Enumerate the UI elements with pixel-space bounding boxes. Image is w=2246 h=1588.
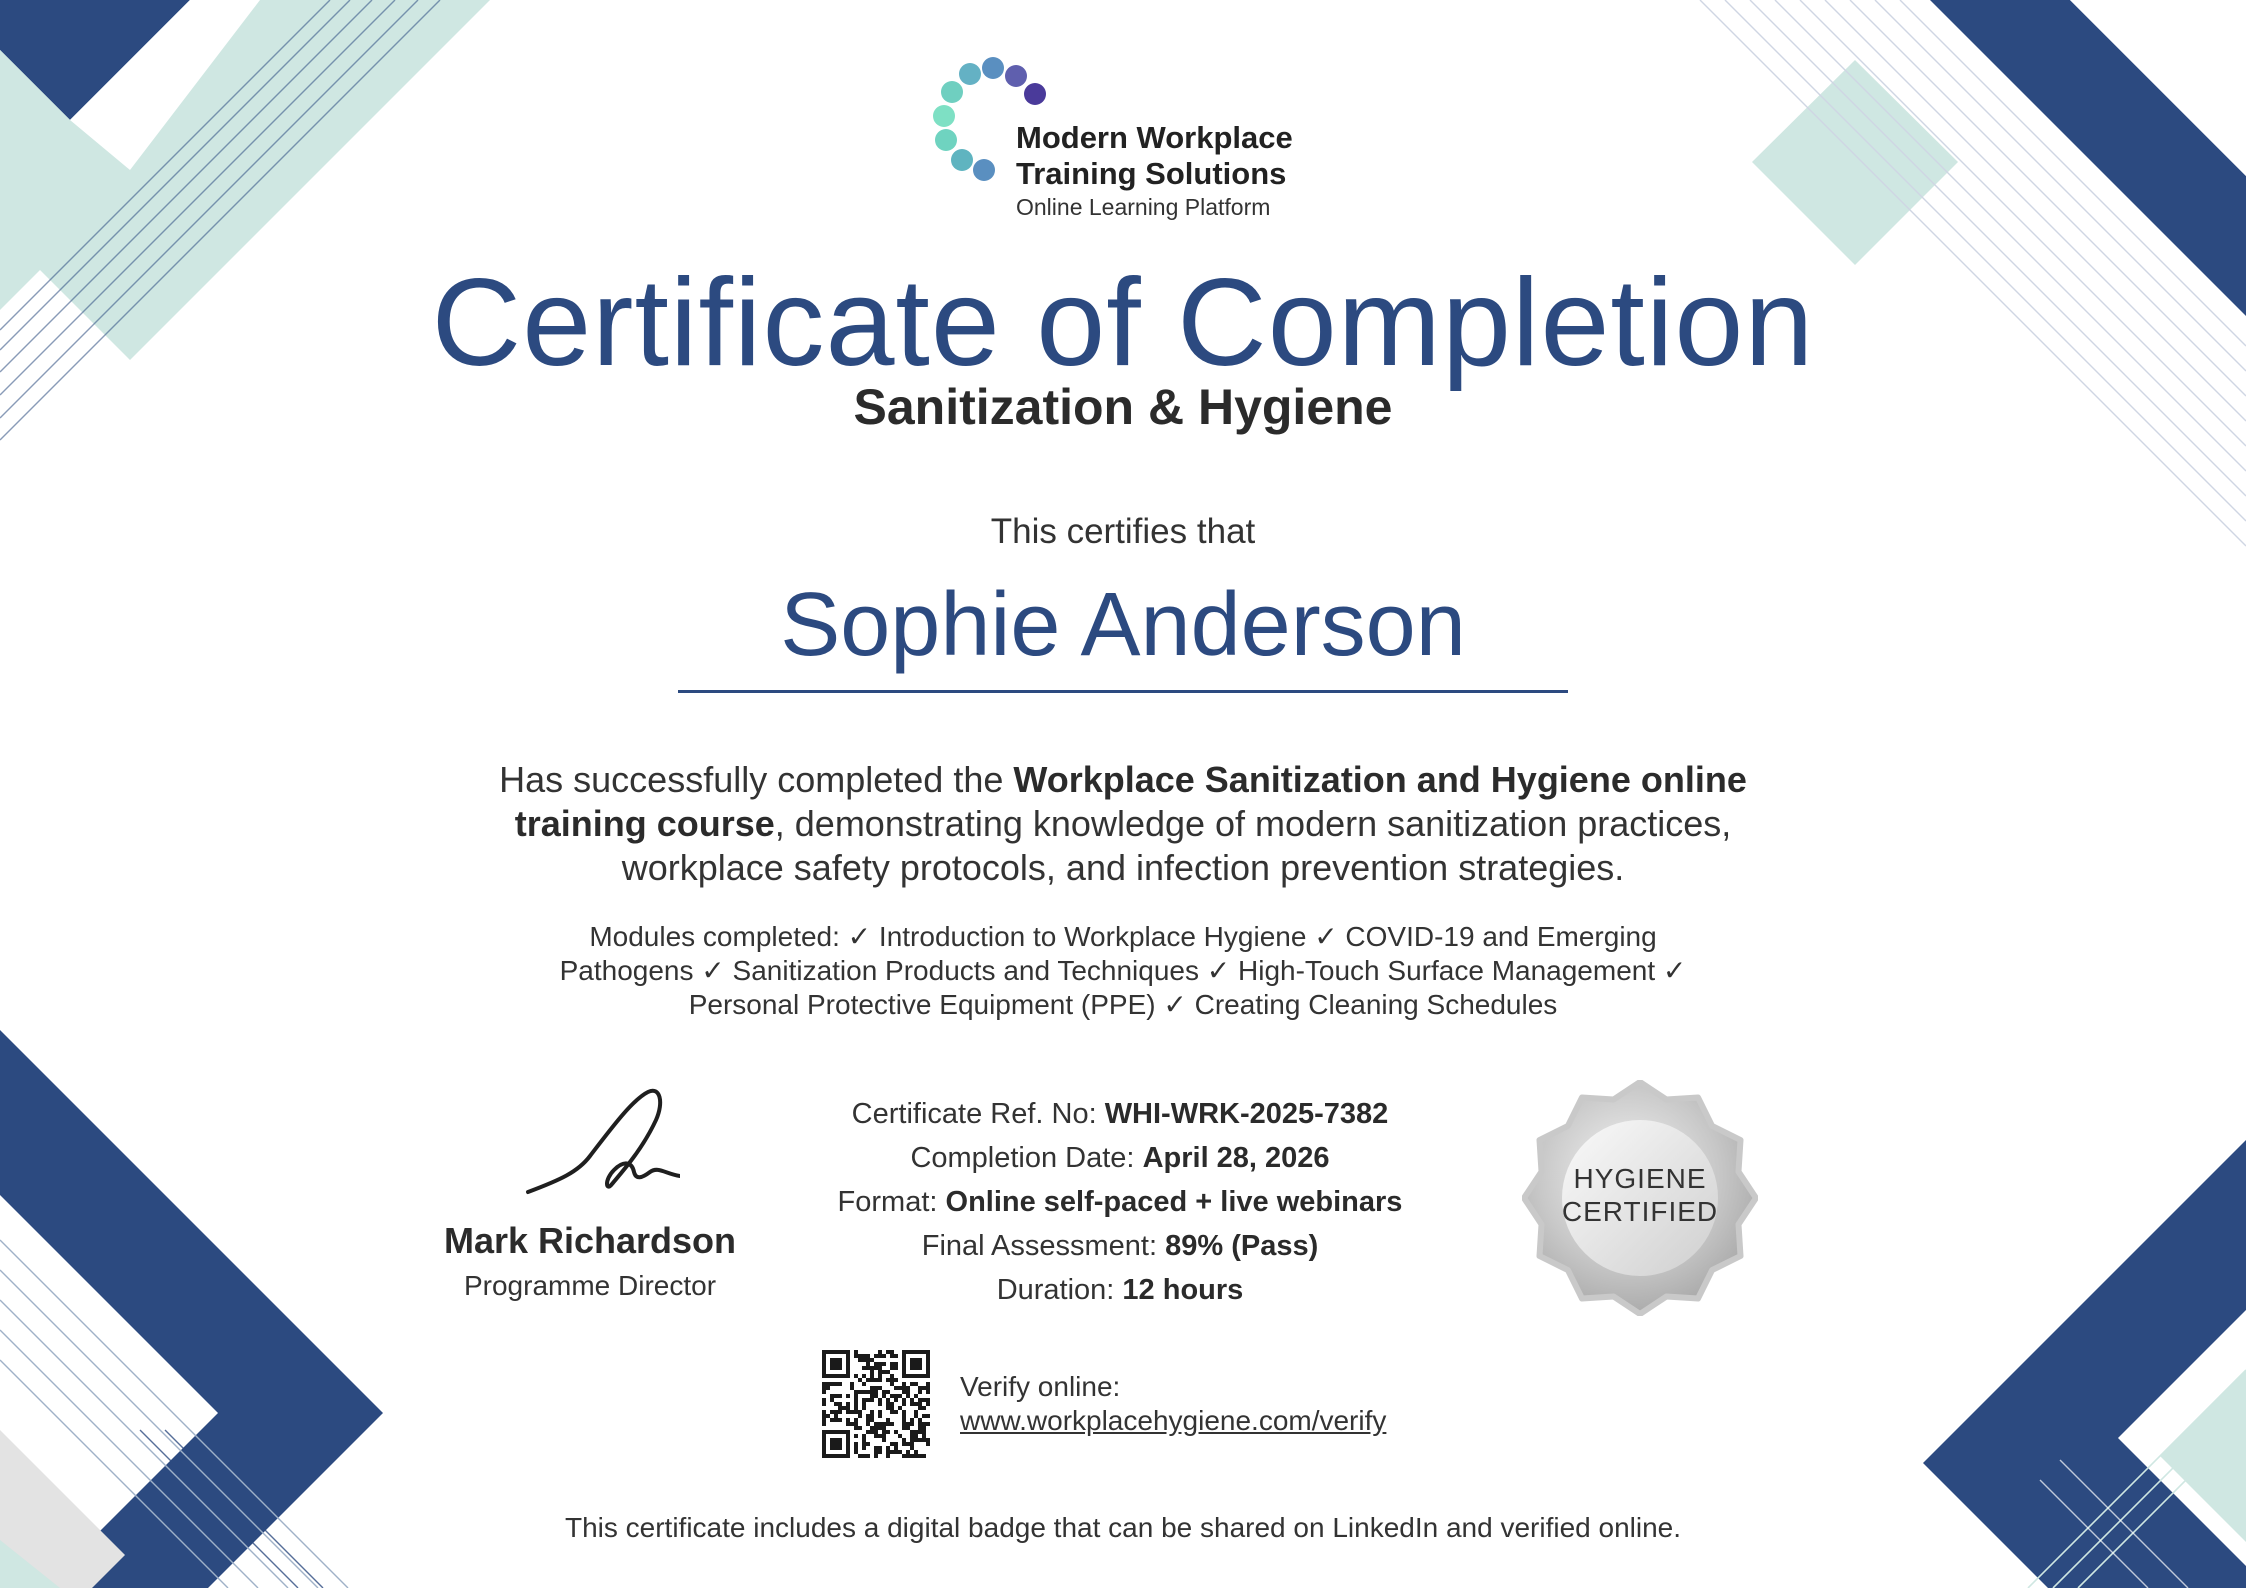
detail-row [790, 1224, 1450, 1268]
completion-statement [470, 758, 1776, 890]
detail-label: Completion Date: [910, 1142, 1143, 1174]
certificate-title: Certificate of Completion [431, 254, 1815, 392]
statement-prefix: Has successfully completed the [499, 759, 1014, 800]
detail-row [790, 1268, 1450, 1312]
statement-course: Workplace Sanitization and Hygiene online training course [514, 759, 1747, 844]
modules-label: Modules completed: [589, 921, 848, 952]
recipient-name: Sophie Anderson [780, 575, 1466, 675]
module-item: ✓ Introduction to Workplace Hygiene [847, 921, 1315, 952]
detail-label: Final Assessment: [921, 1230, 1166, 1262]
detail-label: Certificate Ref. No: [851, 1098, 1105, 1130]
detail-label: Format: [837, 1186, 946, 1218]
organization-logo [920, 52, 1340, 232]
verification-qr-code-icon[interactable] [822, 1350, 930, 1458]
detail-value: 12 hours [1122, 1274, 1244, 1306]
signatory-title: Programme Director [463, 1270, 717, 1301]
seal-line2: CERTIFIED [1561, 1196, 1719, 1227]
module-item: ✓ Personal Protective Equipment (PPE) [688, 955, 1687, 1020]
seal-line1: HYGIENE [1573, 1163, 1707, 1194]
handwritten-signature-icon [510, 1080, 680, 1200]
signature-block [440, 1080, 740, 1310]
recipient-underline [678, 690, 1568, 693]
detail-label: Duration: [996, 1274, 1123, 1306]
modules-completed [530, 920, 1716, 1022]
detail-row [790, 1180, 1450, 1224]
detail-value: WHI-WRK-2025-7382 [1104, 1098, 1389, 1130]
module-item: ✓ Sanitization Products and Techniques [701, 955, 1207, 986]
detail-value: April 28, 2026 [1142, 1142, 1330, 1174]
verify-link[interactable]: www.workplacehygiene.com/verify [960, 1405, 1387, 1436]
detail-row [790, 1136, 1450, 1180]
certifies-intro: This certifies that [990, 512, 1256, 551]
course-name: Sanitization & Hygiene [853, 379, 1393, 435]
signatory-name: Mark Richardson [443, 1220, 737, 1261]
organization-name-line2: Training Solutions [1016, 156, 1287, 191]
seal-text [1522, 1162, 1758, 1228]
organization-name [1016, 120, 1293, 192]
certified-seal [1522, 1080, 1758, 1316]
detail-row [790, 1092, 1450, 1136]
detail-value: Online self-paced + live webinars [945, 1186, 1403, 1218]
organization-name-line1: Modern Workplace [1016, 120, 1293, 155]
organization-tagline: Online Learning Platform [1016, 194, 1271, 220]
module-item: ✓ High-Touch Surface Management [1206, 955, 1663, 986]
statement-suffix: , demonstrating knowledge of modern sanitization practices, workplace safety protocols, and infection prevention strategies. [621, 803, 1732, 888]
module-item: ✓ COVID-19 and Emerging Pathogens [559, 921, 1657, 986]
certificate-details [790, 1092, 1450, 1312]
verify-label: Verify online: [960, 1371, 1121, 1402]
digital-badge-note: This certificate includes a digital badge that can be shared on LinkedIn and verified online. [564, 1512, 1682, 1543]
module-item: ✓ Creating Cleaning Schedules [1163, 989, 1558, 1020]
verify-block [960, 1370, 1386, 1438]
detail-value: 89% (Pass) [1165, 1230, 1319, 1262]
